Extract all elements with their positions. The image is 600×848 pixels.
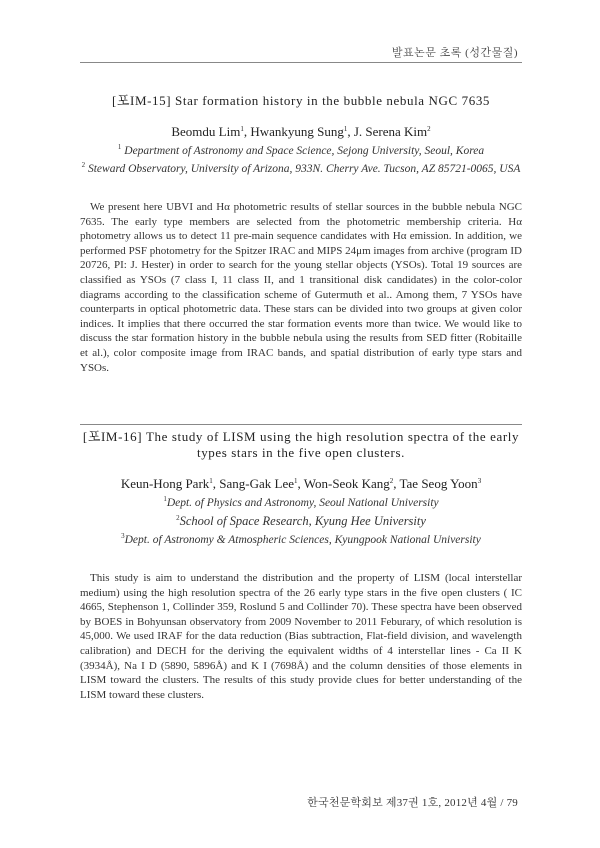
article-im16 bbox=[80, 424, 522, 713]
author-name: Sang-Gak Lee bbox=[219, 476, 294, 491]
affiliation bbox=[80, 492, 522, 510]
author-mark: 2 bbox=[427, 125, 431, 133]
abstract-text: We present here UBVI and Hα photometric results of stellar sources in the bubble nebula NGC 7635. The early type members are selected from the photometric membership criteria. Hα photometry allows us to detect 11 pre-main sequence candidates with Hα emission. In addition, we performed PSF photometry for the Spitzer IRAC and MIPS 24μm images from archive (program ID 20726, PI: J. Hester) in order to search for the young stellar objects (YSOs). Total 19 sources are classified as YSOs (7 class I, 11 class II, and 1 transitional disk candidates) in the color-color diagrams according to the classification scheme of Gutermuth et al.. Among them, 7 YSOs have counterparts in optical photometric data. These stars can be divided into two groups at given color indices. It implies that there occurred the star formation events more than twice. We would like to discuss the star formation history in the bubble nebula using the results from SED fitter (Robitaille et al.), color composite image from IRAC bands, and spatial distribution of early type stars and YSOs. bbox=[80, 201, 522, 374]
affiliation bbox=[80, 140, 522, 158]
journal-section-header: 발표논문 초록 (성간물질) bbox=[391, 47, 518, 59]
author-mark: 3 bbox=[477, 477, 482, 485]
affiliation bbox=[80, 529, 522, 547]
affiliation bbox=[80, 158, 522, 176]
journal-citation-footer: 한국천문학회보 제37권 1호, 2012년 4월 / 79 bbox=[307, 797, 518, 809]
author-name: J. Serena Kim bbox=[353, 124, 428, 139]
author-name: Hwankyung Sung bbox=[250, 124, 344, 139]
author-mark: 1 bbox=[240, 125, 244, 133]
affiliation-mark: 1 bbox=[163, 495, 167, 503]
affiliation-text: Dept. of Physics and Astronomy, Seoul National University bbox=[166, 497, 439, 509]
author-list: Keun-Hong Park$^1$, Sang-Gak Lee$^1$, Won-Seok Kang$^2$, Tae Seog Yoon$^3$ bbox=[120, 476, 482, 491]
abstract-text: This study is aim to understand the distribution and the property of LISM (local interstellar medium) using the high resolution spectra of the 26 early type stars in the five open clusters ( IC 4665, Stephenson 1, Collinder 359, Roslund 5 and Collinder 70). These spectra have been observed by BOES in Bohyunsan observatory from 2009 November to 2011 Feburary, of which resolution is 45,000. We used IRAF for the data reduction (Bias subtraction, Flat-field division, and wavelength calibration) and DECH for the deriving the equivalent widths of 4 interstellar lines - Ca II K (3934Å), Na I D (5890, 5896Å) and K I (7698Å) and the column densities of those elements in LISM toward the clusters. The results of this study provide clues for better understanding of the LISM toward these clusters. bbox=[80, 572, 522, 701]
author-name: Beomdu Lim bbox=[171, 124, 241, 139]
author-name: Tae Seog Yoon bbox=[399, 476, 478, 491]
article-title: [포IM-15] Star formation history in the bubble nebula NGC 7635 bbox=[111, 93, 491, 108]
author-name: Won-Seok Kang bbox=[303, 476, 390, 491]
author-mark: 2 bbox=[389, 477, 394, 485]
affiliation-text: Steward Observatory, University of Arizona, 933N. Cherry Ave. Tucson, AZ 85721-0065, USA bbox=[87, 163, 521, 175]
author-name: Keun-Hong Park bbox=[120, 476, 210, 491]
affiliation-mark: 3 bbox=[121, 532, 125, 540]
affiliation-text: School of Space Research, Kyung Hee University bbox=[179, 514, 426, 528]
article-im15 bbox=[80, 93, 522, 386]
affiliation bbox=[80, 510, 522, 529]
affiliation-mark: 2 bbox=[81, 161, 86, 169]
affiliation-mark: 2 bbox=[176, 514, 180, 522]
affiliation-text: Dept. of Astronomy & Atmospheric Sciences, Kyungpook National University bbox=[124, 534, 481, 546]
author-mark: 1 bbox=[294, 477, 298, 485]
article-title: [포IM-16] The study of LISM using the high resolution spectra of the early types stars in the five open clusters. bbox=[82, 429, 520, 460]
affiliation-text: Department of Astronomy and Space Science, Sejong University, Seoul, Korea bbox=[124, 145, 485, 157]
author-list: Beomdu Lim$^1$, Hwankyung Sung$^1$, J. Serena Kim$^2$ bbox=[171, 124, 431, 139]
author-mark: 1 bbox=[209, 477, 213, 485]
affiliation-mark: 1 bbox=[117, 143, 122, 151]
header-rule bbox=[80, 62, 522, 63]
author-mark: 1 bbox=[343, 125, 348, 133]
